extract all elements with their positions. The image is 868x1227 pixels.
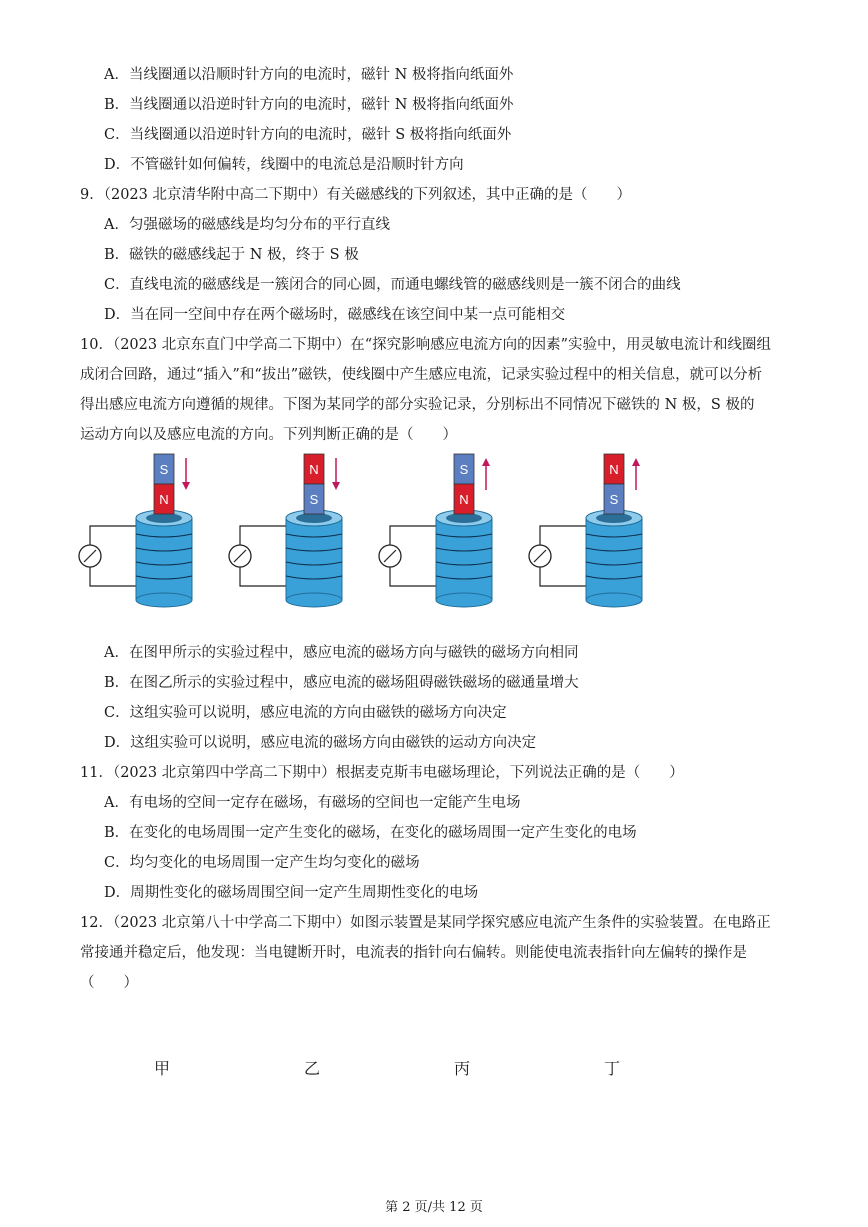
q10-stem-line1: 10．（2023 北京东直门中学高二下期中）在“探究影响感应电流方向的因素”实验中，用灵敏电流计和线圈组 <box>80 337 772 353</box>
q10-stem-line3: 得出感应电流方向遵循的规律。下图为某同学的部分实验记录，分别标出不同情况下磁铁的 N 极，S 极的 <box>80 397 755 413</box>
q10-option-b: B．在图乙所示的实验过程中，感应电流的磁场阻碍磁铁磁场的磁通量增大 <box>104 675 579 691</box>
motion-arrowhead-4 <box>632 458 640 466</box>
q10-option-a: A．在图甲所示的实验过程中，感应电流的磁场方向与磁铁的磁场方向相同 <box>104 645 579 661</box>
coil-hole-1 <box>146 513 182 523</box>
q9-option-d: D．当在同一空间中存在两个磁场时，磁感线在该空间中某一点可能相交 <box>104 307 566 323</box>
q12-stem-line1: 12．（2023 北京第八十中学高二下期中）如图示装置是某同学探究感应电流产生条件的实验装置。在电路正 <box>80 915 771 931</box>
q8-option-b: B．当线圈通以沿逆时针方向的电流时，磁针 N 极将指向纸面外 <box>104 97 514 113</box>
coil-base-1 <box>136 593 192 607</box>
coil-1 <box>136 518 192 600</box>
magnet-bottom-label-2: S <box>309 492 319 507</box>
caption-bing: 丙 <box>454 1059 471 1078</box>
q12-stem-line2: 常接通并稳定后，他发现：当电键断开时，电流表的指针向右偏转。则能使电流表指针向左偏转的操作是 <box>80 945 747 961</box>
magnet-bottom-label-3: N <box>459 492 469 507</box>
q11-option-c: C．均匀变化的电场周围一定产生均匀变化的磁场 <box>104 855 420 871</box>
q8-option-a: A．当线圈通以沿顺时针方向的电流时，磁针 N 极将指向纸面外 <box>104 67 514 83</box>
magnet-top-label-4: N <box>609 462 619 477</box>
q10-stem-line2: 成闭合回路，通过“插入”和“拔出”磁铁，使线圈中产生感应电流，记录实验过程中的相关信息，就可以分析 <box>80 367 763 383</box>
q12-stem-line3: （ ） <box>80 975 138 991</box>
q8-option-c: C．当线圈通以沿逆时针方向的电流时，磁针 S 极将指向纸面外 <box>104 127 512 143</box>
motion-arrowhead-1 <box>182 482 190 490</box>
coil-2 <box>286 518 342 600</box>
coil-hole-3 <box>446 513 482 523</box>
coil-4 <box>586 518 642 600</box>
magnet-top-label-1: S <box>159 462 169 477</box>
q10-figure-svg <box>70 448 670 608</box>
coil-base-2 <box>286 593 342 607</box>
magnet-top-label-2: N <box>309 462 319 477</box>
caption-jia: 甲 <box>154 1059 171 1078</box>
q9-option-c: C．直线电流的磁感线是一簇闭合的同心圆，而通电螺线管的磁感线则是一簇不闭合的曲线 <box>104 277 681 293</box>
q11-option-b: B．在变化的电场周围一定产生变化的磁场，在变化的磁场周围一定产生变化的电场 <box>104 825 637 841</box>
page-footer: 第 2 页/共 12 页 <box>385 1200 483 1215</box>
coil-3 <box>436 518 492 600</box>
coil-hole-2 <box>296 513 332 523</box>
q11-stem: 11．（2023 北京第四中学高二下期中）根据麦克斯韦电磁场理论，下列说法正确的是（ ） <box>80 765 684 781</box>
caption-ding: 丁 <box>604 1059 621 1078</box>
q10-stem-line4: 运动方向以及感应电流的方向。下列判断正确的是（ ） <box>80 427 457 443</box>
q11-option-a: A．有电场的空间一定存在磁场，有磁场的空间也一定能产生电场 <box>104 795 521 811</box>
q9-option-b: B．磁铁的磁感线起于 N 极，终于 S 极 <box>104 247 359 263</box>
q10-option-c: C．这组实验可以说明，感应电流的方向由磁铁的磁场方向决定 <box>104 705 507 721</box>
q9-option-a: A．匀强磁场的磁感线是均匀分布的平行直线 <box>104 217 390 233</box>
motion-arrowhead-2 <box>332 482 340 490</box>
coil-base-3 <box>436 593 492 607</box>
caption-yi: 乙 <box>304 1059 321 1078</box>
magnet-bottom-label-4: S <box>609 492 619 507</box>
motion-arrowhead-3 <box>482 458 490 466</box>
q10-option-d: D．这组实验可以说明，感应电流的磁场方向由磁铁的运动方向决定 <box>104 735 537 751</box>
magnet-top-label-3: S <box>459 462 469 477</box>
coil-base-4 <box>586 593 642 607</box>
q11-option-d: D．周期性变化的磁场周围空间一定产生周期性变化的电场 <box>104 885 479 901</box>
coil-hole-4 <box>596 513 632 523</box>
q8-option-d: D．不管磁针如何偏转，线圈中的电流总是沿顺时针方向 <box>104 157 464 173</box>
q9-stem: 9．（2023 北京清华附中高二下期中）有关磁感线的下列叙述，其中正确的是（ ） <box>80 187 631 203</box>
magnet-bottom-label-1: N <box>159 492 169 507</box>
